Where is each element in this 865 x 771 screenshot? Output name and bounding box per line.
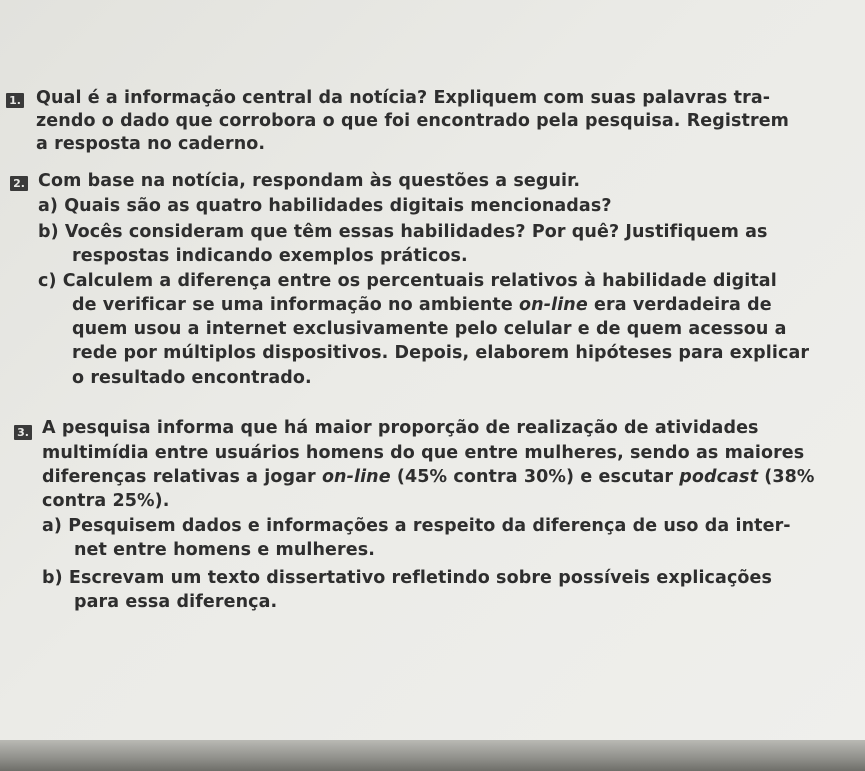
question-1-line-2: zendo o dado que corrobora o que foi encontrado pela pesquisa. Registrem — [36, 111, 790, 131]
question-3-podcast-term: podcast — [679, 467, 759, 487]
question-1-line-1: Qual é a informação central da notícia? Expliquem com suas palavras tra- — [36, 88, 771, 108]
question-2a: a) Quais são as quatro habilidades digitais mencionadas? — [38, 196, 612, 216]
question-3-line-1: A pesquisa informa que há maior proporção de realização de atividades — [42, 418, 759, 438]
question-1-number: 1. — [6, 93, 24, 108]
question-3-line-3 — [42, 467, 815, 487]
question-2c-line-2-post: era verdadeira de — [587, 295, 772, 315]
question-2c-line-4: rede por múltiplos dispositivos. Depois, elaborem hipóteses para explicar — [72, 343, 810, 363]
question-2c-line-2 — [72, 295, 772, 315]
question-2b-line-2: respostas indicando exemplos práticos. — [72, 246, 468, 266]
question-2-intro: Com base na notícia, respondam às questões a seguir. — [38, 171, 581, 191]
question-2c-online-term: on-line — [519, 295, 588, 315]
question-2c-line-2-pre: de verificar se uma informação no ambiente — [72, 295, 520, 315]
question-2c-line-1: c) Calculem a diferença entre os percentuais relativos à habilidade digital — [38, 271, 777, 291]
page-bottom-edge — [0, 740, 865, 771]
question-2-number: 2. — [10, 176, 28, 191]
question-3b-line-2: para essa diferença. — [74, 592, 278, 612]
question-3-online-term: on-line — [321, 467, 391, 487]
question-3-number: 3. — [14, 425, 32, 440]
question-2c-line-3: quem usou a internet exclusivamente pelo celular e de quem acessou a — [72, 319, 787, 339]
question-3b-line-1: b) Escrevam um texto dissertativo refletindo sobre possíveis explicações — [42, 568, 773, 588]
question-3a-line-1: a) Pesquisem dados e informações a respeito da diferença de uso da inter- — [42, 516, 791, 536]
question-1-line-3: a resposta no caderno. — [36, 134, 266, 154]
question-3-line-3-mid: (45% contra 30%) e escutar — [390, 467, 680, 487]
question-3a-line-2: net entre homens e mulheres. — [74, 540, 375, 560]
question-3-line-4: contra 25%). — [42, 491, 170, 511]
question-3-line-3-post: (38% — [758, 467, 815, 487]
question-2c-line-5: o resultado encontrado. — [72, 368, 312, 388]
question-3-line-2: multimídia entre usuários homens do que entre mulheres, sendo as maiores — [42, 443, 805, 463]
question-2b-line-1: b) Vocês consideram que têm essas habilidades? Por quê? Justifiquem as — [38, 222, 768, 242]
question-3-line-3-pre: diferenças relativas a jogar — [42, 467, 322, 487]
